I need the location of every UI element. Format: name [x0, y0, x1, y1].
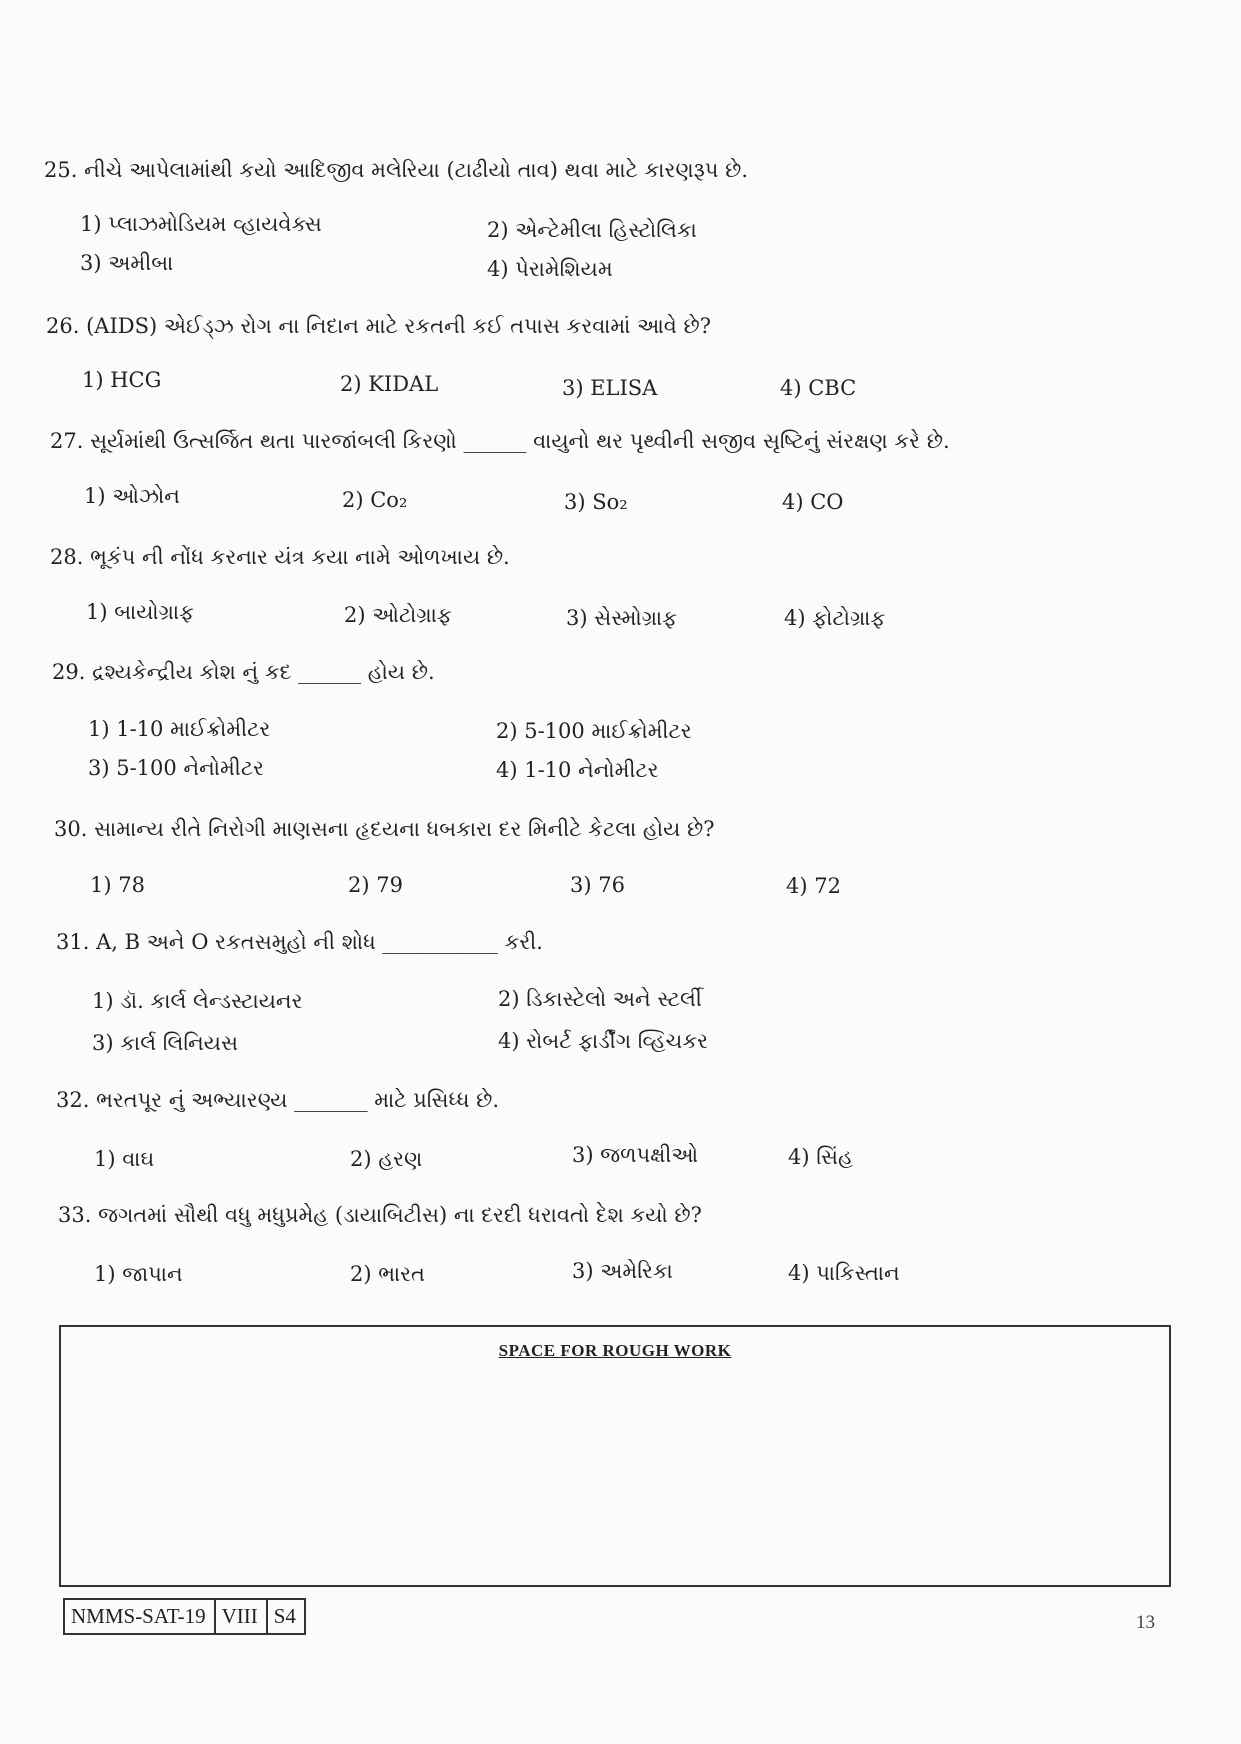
q30-option-3: 3) 76	[570, 873, 625, 897]
exam-code: NMMS-SAT-19	[71, 1604, 206, 1628]
q29-option-4: 4) 1-10 નેનોમીટર	[496, 758, 659, 782]
q27-option-4: 4) CO	[782, 490, 844, 514]
q31-option-3: 3) કાર્લ લિનિયસ	[92, 1031, 238, 1055]
q32-option-2: 2) હરણ	[350, 1147, 423, 1171]
question-number: 29.	[52, 660, 86, 684]
set-label: S4	[266, 1600, 304, 1633]
question-text: (AIDS) એઈડ્ઝ રોગ ના નિદાન માટે રકતની કઈ તપાસ કરવામાં આવે છે?	[86, 314, 712, 338]
q26-option-4: 4) CBC	[780, 376, 857, 400]
q30-option-2: 2) 79	[348, 873, 403, 897]
q33-option-1: 1) જાપાન	[94, 1262, 183, 1286]
question-25	[44, 158, 748, 183]
q30-option-4: 4) 72	[786, 874, 841, 898]
question-number: 30.	[54, 817, 88, 841]
q30-option-1: 1) 78	[90, 873, 145, 897]
question-32	[56, 1088, 499, 1113]
question-number: 31.	[56, 930, 90, 954]
question-number: 27.	[50, 429, 84, 453]
question-number: 26.	[46, 314, 80, 338]
q28-option-1: 1) બાયોગ્રાફ	[86, 600, 195, 624]
question-text: નીચે આપેલામાંથી કયો આદિજીવ મલેરિયા (ટાઢીયો તાવ) થવા માટે કારણરૂપ છે.	[84, 158, 749, 182]
q31-option-1: 1) ડૉ. કાર્લ લેન્ડસ્ટાયનર	[92, 989, 303, 1013]
q32-option-4: 4) સિંહ	[788, 1145, 853, 1169]
q31-option-4: 4) રોબર્ટ ફાર્ડીંગ વ્હિચકર	[498, 1029, 708, 1053]
question-text: સામાન્ય રીતે નિરોગી માણસના હૃદયના ધબકારા દર મિનીટે કેટલા હોય છે?	[94, 817, 715, 841]
page-number: 13	[1136, 1612, 1155, 1633]
q28-option-3: 3) સેસ્મોગ્રાફ	[566, 606, 678, 630]
question-27	[50, 429, 950, 454]
q33-option-4: 4) પાકિસ્તાન	[788, 1261, 900, 1285]
standard-label: VIII	[214, 1600, 266, 1633]
q27-option-1: 1) ઓઝોન	[84, 484, 180, 508]
q29-option-1: 1) 1-10 માઈક્રોમીટર	[88, 717, 271, 741]
rough-work-box	[59, 1325, 1171, 1587]
question-text: સૂર્યમાંથી ઉત્સર્જિત થતા પારજાંબલી કિરણો ______ વાયુનો થર પૃથ્વીની સજીવ સૃષ્ટિનું સંરક્ષણ કરે છે.	[90, 429, 950, 453]
q25-option-2: 2) એન્ટેમીલા હિસ્ટોલિકા	[487, 218, 697, 242]
q33-option-3: 3) અમેરિકા	[572, 1259, 673, 1283]
question-28	[50, 545, 510, 570]
q25-option-4: 4) પેરામેશિયમ	[487, 257, 613, 281]
q26-option-3: 3) ELISA	[562, 376, 658, 400]
question-30	[54, 817, 714, 842]
q26-option-2: 2) KIDAL	[340, 372, 439, 396]
question-text: A, B અને O રકતસમુહો ની શોધ ___________ કરી.	[96, 930, 543, 954]
question-text: જગતમાં સૌથી વધુ મધુપ્રમેહ (ડાયાબિટીસ) ના દરદી ધરાવતો દેશ કયો છે?	[98, 1203, 702, 1227]
question-33	[58, 1203, 702, 1228]
q28-option-2: 2) ઓટોગ્રાફ	[344, 603, 452, 627]
q27-option-2: 2) Co₂	[342, 488, 408, 512]
q29-option-2: 2) 5-100 માઈક્રોમીટર	[496, 719, 692, 743]
q25-option-1: 1) પ્લાઝમોડિયમ વ્હાયવેક્સ	[80, 212, 322, 236]
q28-option-4: 4) ફોટોગ્રાફ	[784, 606, 886, 630]
q31-option-2: 2) ડિકાસ્ટેલો અને સ્ટર્લી	[498, 987, 702, 1011]
footer-code-box	[63, 1598, 306, 1635]
q26-option-1: 1) HCG	[82, 368, 162, 392]
question-text: દ્રશ્યકેન્દ્રીય કોશ નું કદ ______ હોય છે.	[92, 660, 435, 684]
question-26	[46, 314, 711, 339]
q27-option-3: 3) So₂	[564, 490, 628, 514]
q33-option-2: 2) ભારત	[350, 1262, 425, 1286]
question-text: ભરતપૂર નું અભ્યારણ્ય _______ માટે પ્રસિધ્ધ છે.	[96, 1088, 500, 1112]
question-number: 33.	[58, 1203, 92, 1227]
question-number: 32.	[56, 1088, 90, 1112]
question-31	[56, 930, 543, 955]
question-number: 28.	[50, 545, 84, 569]
question-number: 25.	[44, 158, 78, 182]
question-29	[52, 660, 435, 685]
q25-option-3: 3) અમીબા	[80, 251, 174, 275]
q32-option-1: 1) વાઘ	[94, 1147, 155, 1171]
question-text: ભૂકંપ ની નોંધ કરનાર યંત્ર કયા નામે ઓળખાય છે.	[90, 545, 510, 569]
q32-option-3: 3) જળપક્ષીઓ	[572, 1143, 699, 1167]
rough-work-title: SPACE FOR ROUGH WORK	[498, 1341, 732, 1360]
q29-option-3: 3) 5-100 નેનોમીટર	[88, 756, 264, 780]
